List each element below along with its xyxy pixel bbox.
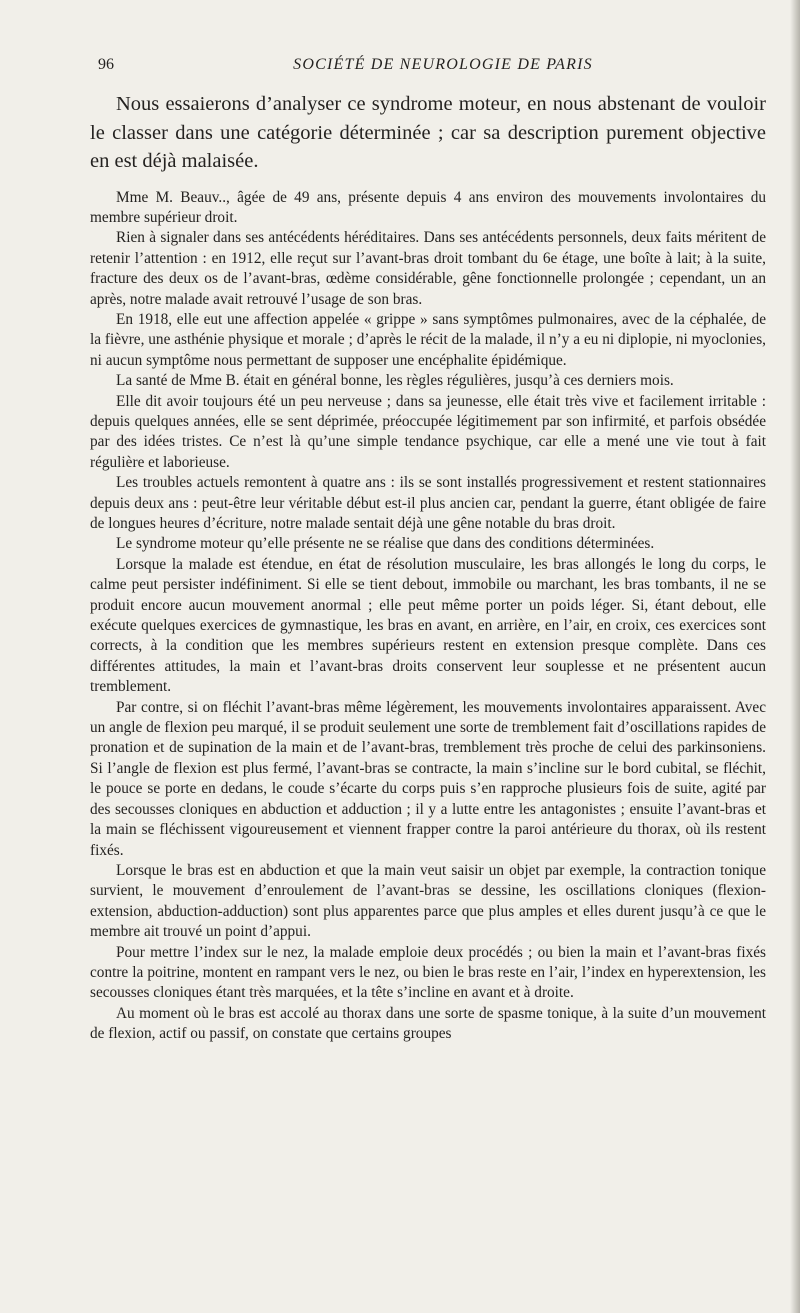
paragraph-nervous-temperament: Elle dit avoir toujours été un peu nerveuse ; dans sa jeunesse, elle était très vive et facilement irritable : depuis quelques années, elle se sent déprimée, préoccupée légitimement par son infirmité, et parfois obsédée par des idées tristes. Ce n’est là qu’une simple tendance psychique, car elle a mené une vie tout à fait régulière et laborieuse. bbox=[90, 392, 766, 471]
lead-paragraph: Nous essaierons d’analyser ce syndrome moteur, en nous abstenant de vouloir le classer dans une catégorie déterminée ; car sa description purement objective en est déjà malaisée. bbox=[90, 93, 766, 172]
paragraph-abduction: Lorsque le bras est en abduction et que la main veut saisir un objet par exemple, la contraction tonique survient, le mouvement d’enroulement de l’avant-bras se dessine, les oscillations cloniques (flexion-extension, abduction-adduction) sont plus apparentes parce que plus amples et elles durent jusqu’à ce que le membre ait trouvé un point d’appui. bbox=[90, 861, 766, 941]
running-title: SOCIÉTÉ DE NEUROLOGIE DE PARIS bbox=[293, 56, 593, 73]
paragraph-antecedents: Rien à signaler dans ses antécédents héréditaires. Dans ses antécédents personnels, deux faits méritent de retenir l’attention : en 1912, elle reçut sur l’avant-bras droit tombant du 6e étage, une boîte à lait; à la suite, fracture des deux os de l’avant-bras, œdème considérable, gêne fonctionnelle prolongée ; cependant, un an après, notre malade avait retrouvé l’usage de son bras. bbox=[90, 229, 766, 308]
paragraph-flexion-movements: Par contre, si on fléchit l’avant-bras même légèrement, les mouvements involontaires apparaissent. Avec un angle de flexion peu marqué, il se produit seulement une sorte de tremblement fait d’oscillations rapides de pronation et de supination de la main et de l’avant-bras, tremblement très proche de celui des parkinsoniens. Si l’angle de flexion est plus fermé, l’avant-bras se contracte, la main s’incline sur le bord cubital, se fléchit, le pouce se porte en dedans, le coude s’écarte du corps puis s’en rapproche plusieurs fois de suite, agité par des secousses cloniques en abduction et adduction ; il y a lutte entre les antagonistes ; ensuite l’avant-bras et la main se fléchissent vigoureusement et viennent frapper contre la paroi antérieure du thorax, où ils restent fixés. bbox=[90, 698, 766, 859]
paragraph-resting-state: Lorsque la malade est étendue, en état de résolution musculaire, les bras allongés le long du corps, le calme peut persister indéfiniment. Si elle se tient debout, immobile ou marchant, les bras tombants, il ne se produit encore aucun mouvement anormal ; elle peut même porter un poids léger. Si, étant debout, elle exécute quelques exercices de gymnastique, les bras en avant, en arrière, en l’air, en croix, ces exercices sont corrects, à la condition que les membres supérieurs restent en extension presque complète. Dans ces différentes attitudes, la main et l’avant-bras droits conservent leur souplesse et ne présentent aucun tremblement. bbox=[90, 555, 766, 696]
page-number: 96 bbox=[98, 56, 114, 73]
paragraph-current-troubles: Les troubles actuels remontent à quatre ans : ils se sont installés progressivement et restent stationnaires depuis deux ans : peut-être leur véritable début est-il plus ancien car, pendant la guerre, étant obligée de faire de longues heures d’écriture, notre malade sentait déjà une gêne notable du bras droit. bbox=[90, 474, 766, 532]
paragraph-tonic-spasm: Au moment où le bras est accolé au thorax dans une sorte de spasme tonique, à la suite d’un mouvement de flexion, actif ou passif, on constate que certains groupes bbox=[90, 1004, 766, 1043]
paragraph-grippe-1918: En 1918, elle eut une affection appelée « grippe » sans symptômes pulmonaires, avec de la céphalée, de la fièvre, une asthénie physique et morale ; d’après le récit de la malade, il n’y a eu ni diplopie, ni myoclonies, ni aucun symptôme nous permettant de supposer une encéphalite épidémique. bbox=[90, 310, 766, 369]
paragraph-index-nose: Pour mettre l’index sur le nez, la malade emploie deux procédés ; ou bien la main et l’avant-bras fixés contre la poitrine, montent en rampant vers le nez, ou bien le bras reste en l’air, l’index en hyperextension, les secousses cloniques étant très marquées, et la tête s’incline en avant et à droite. bbox=[90, 943, 766, 1002]
paragraph-general-health: La santé de Mme B. était en général bonne, les règles régulières, jusqu’à ces derniers mois. bbox=[116, 372, 674, 390]
paragraph-patient-intro: Mme M. Beauv.., âgée de 49 ans, présente depuis 4 ans environ des mouvements involontaires du membre supérieur droit. bbox=[90, 188, 766, 226]
page-edge-shadow bbox=[790, 0, 800, 1313]
running-header bbox=[98, 56, 758, 80]
text-body bbox=[90, 90, 766, 1045]
paragraph-motor-syndrome: Le syndrome moteur qu’elle présente ne se réalise que dans des conditions déterminées. bbox=[116, 535, 655, 553]
